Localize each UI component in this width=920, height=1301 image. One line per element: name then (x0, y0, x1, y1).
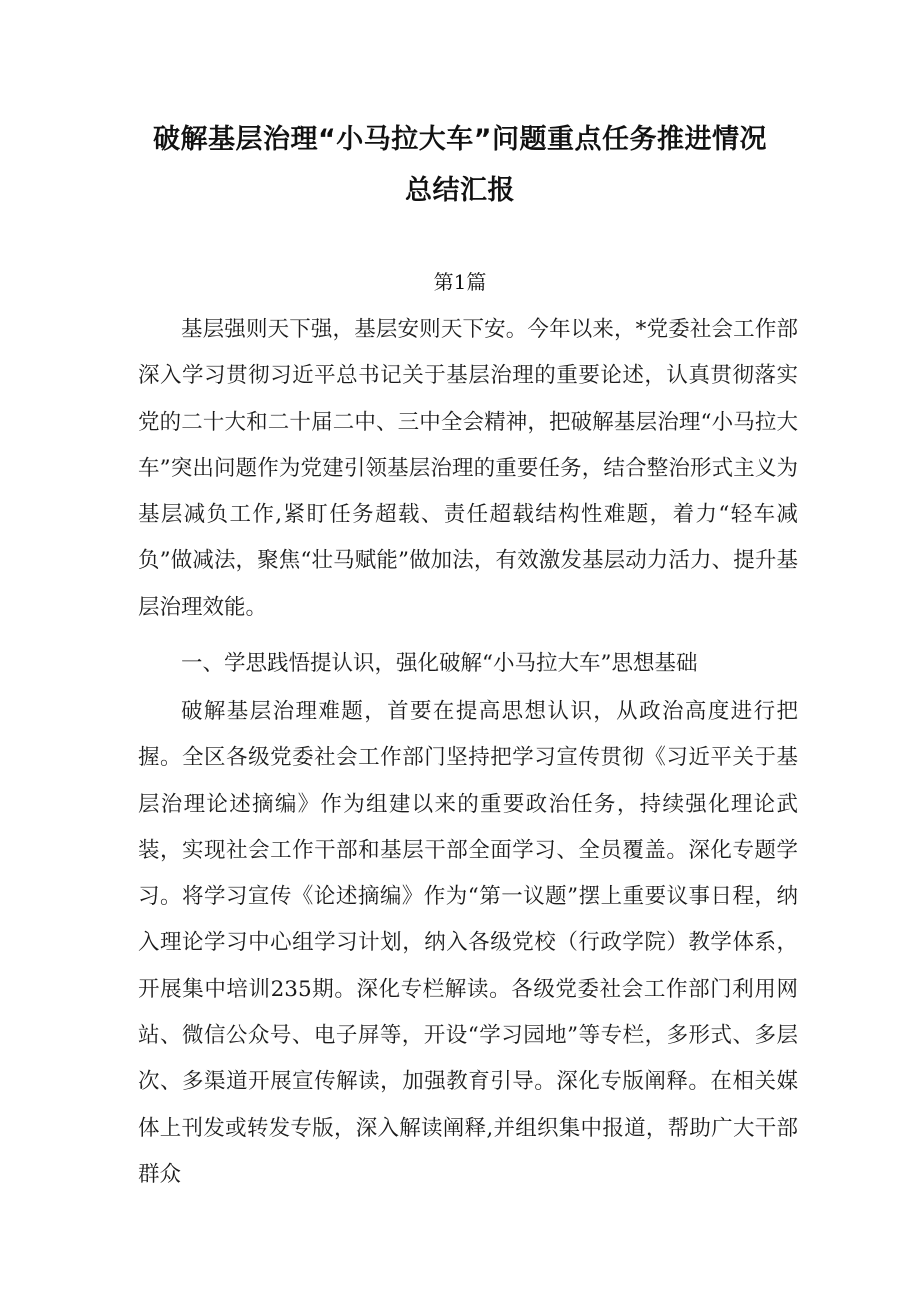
body-paragraph: 破解基层治理难题，首要在提高思想认识，从政治高度进行把握。全区各级党委社会工作部门坚持把学习宣传贯彻《习近平关于基层治理论述摘编》作为组建以来的重要政治任务，持续强化理论武装，实现社会工作干部和基层干部全面学习、全员覆盖。深化专题学习。将学习宣传《论述摘编》作为“第一议题”摆上重要议事日程，纳入理论学习中心组学习计划，纳入各级党校（行政学院）教学体系，开展集中培训235期。深化专栏解读。各级党委社会工作部门利用网站、微信公众号、电子屏等，开设“学习园地”等专栏，多形式、多层次、多渠道开展宣传解读，加强教育引导。深化专版阐释。在相关媒体上刊发或转发专版，深入解读阐释,并组织集中报道，帮助广大干部群众 (138, 699, 798, 1187)
document-title-line-1: 破解基层治理“小马拉大车”问题重点任务推进情况 (153, 124, 767, 155)
intro-paragraph: 基层强则天下强，基层安则天下安。今年以来，*党委社会工作部深入学习贯彻习近平总书记关于基层治理的重要论述，认真贯彻落实党的二十大和二十届二中、三中全会精神，把破解基层治理“小马拉大车”突出问题作为党建引领基层治理的重要任务，结合整治形式主义为基层减负工作,紧盯任务超载、责任超载结构性难题，着力“轻车减负”做减法，聚焦“壮马赋能”做加法，有效激发基层动力活力、提升基层治理效能。 (138, 317, 798, 620)
document-title-line-2: 总结汇报 (405, 175, 515, 206)
section-heading: 一、学思践悟提认识，强化破解“小马拉大车”思想基础 (181, 651, 698, 676)
section-label: 第1篇 (433, 270, 487, 294)
